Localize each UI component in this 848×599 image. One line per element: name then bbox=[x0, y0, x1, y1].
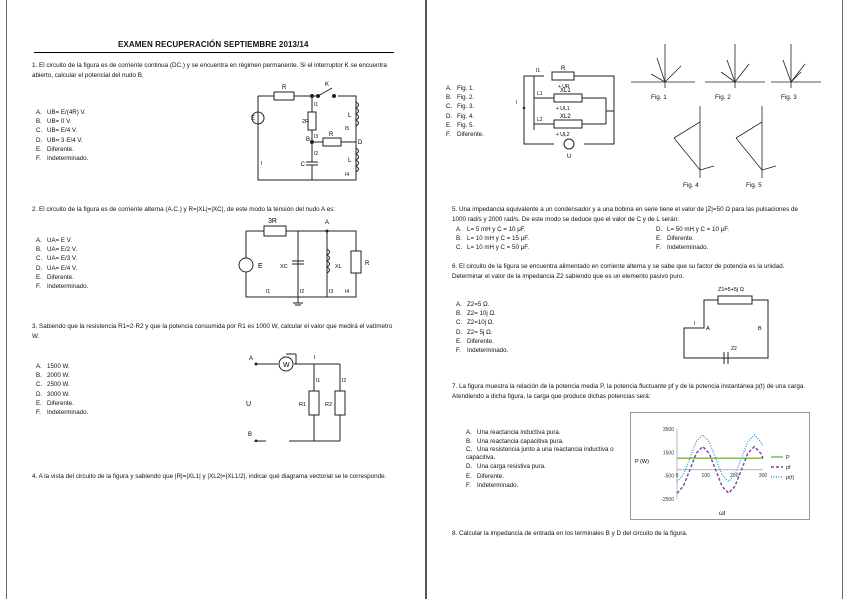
label-i: I bbox=[516, 100, 518, 106]
label-l1: L1 bbox=[537, 91, 543, 97]
question-1-options bbox=[36, 108, 88, 163]
question-4-text: 4. A la vista del circuito de la figura y sabiendo que |R|=|XL1| y |XL2|=|XL1/2|, indicar qué diagrama vectorial se le corresponde. bbox=[32, 473, 387, 480]
label-r1: R1 bbox=[299, 402, 307, 408]
option[interactable]: F. Indeterminado. bbox=[36, 283, 89, 291]
question-3-text: 3. Sabiendo que la resistencia R1=2·R2 y que la potencia consumida por R1 es 1000 W, calcular el valor que medirá el vatímetro W. bbox=[32, 323, 393, 340]
fig-4-label: Fig. 4 bbox=[683, 182, 699, 189]
label-a: A bbox=[325, 220, 330, 226]
label-i: I bbox=[261, 161, 263, 167]
option[interactable]: D. UA= E/4 V. bbox=[36, 264, 78, 272]
question-5-options bbox=[456, 226, 806, 252]
power-chart bbox=[630, 412, 810, 520]
option[interactable]: D. Una carga resistiva pura. bbox=[466, 463, 546, 471]
label-ul1: + UL1 bbox=[556, 106, 570, 112]
option[interactable]: B. UA= E/2 V. bbox=[36, 246, 78, 254]
option[interactable]: C. UA= E/3 V. bbox=[36, 255, 78, 263]
label-l2: L2 bbox=[537, 117, 543, 123]
page-divider bbox=[425, 0, 427, 599]
x-tick-label: 300 bbox=[758, 472, 768, 479]
label-i1: I1 bbox=[536, 68, 541, 74]
chart-ylabel: P (W) bbox=[635, 459, 649, 465]
option[interactable]: F. Indeterminado. bbox=[36, 409, 89, 417]
label-2r: 2R bbox=[302, 119, 310, 125]
fig-5-label: Fig. 5 bbox=[746, 182, 762, 189]
fig-1-label: Fig. 1 bbox=[651, 94, 667, 101]
question-1-text: 1. El circuito de la figura es de corriente continua (DC.) y se encuentra en régimen permanente. Si el interruptor K se encuentra abierto, calcular el potencial del nudo B. bbox=[32, 62, 387, 79]
label-w: W bbox=[283, 362, 290, 369]
option[interactable]: C. UB= E/4 V. bbox=[36, 127, 78, 135]
question-3-options bbox=[36, 362, 88, 417]
y-tick-label: -2500 bbox=[661, 497, 674, 503]
label-l2: L bbox=[348, 158, 352, 164]
label-r: R bbox=[365, 261, 370, 267]
circuit-q2 bbox=[236, 213, 372, 309]
label-e: E bbox=[250, 116, 255, 122]
option[interactable]: E. Diferente. bbox=[36, 399, 74, 407]
label-i1: I1 bbox=[314, 102, 319, 108]
question-6-text: 6. El circuito de la figura se encuentra alimentado en corriente alterna y se sabe que su factor de potencia es la unidad. Determinar el valor de la impedancia Z2 sabiendo que es un elemento pasivo puro. bbox=[452, 263, 785, 280]
label-z1: Z1=5+5j Ω bbox=[718, 287, 744, 293]
label-r2: R2 bbox=[325, 402, 333, 408]
y-tick-label: -500 bbox=[663, 473, 674, 480]
label-i1: I1 bbox=[266, 289, 271, 295]
label-ur: + UR bbox=[558, 84, 570, 90]
question-4-options bbox=[446, 84, 484, 139]
option[interactable]: A. 1500 W. bbox=[36, 363, 70, 370]
exam-title: EXAMEN RECUPERACIÓN SEPTIEMBRE 2013/14 bbox=[118, 40, 309, 49]
option[interactable]: E. Diferente. bbox=[466, 472, 504, 480]
question-7-options bbox=[466, 428, 616, 490]
label-b: B bbox=[758, 326, 762, 332]
question-7-text: 7. La figura muestra la relación de la potencia media P, la potencia fluctuante pf y de la potencia instantánea p(t) de una carga. Atendiendo a dicha figura, la carga que produce dichas potencias será: bbox=[452, 383, 806, 400]
option[interactable]: B. Fig. 2. bbox=[446, 94, 475, 102]
label-i2: I2 bbox=[300, 289, 305, 295]
option[interactable]: F. Indeterminado. bbox=[656, 243, 709, 251]
option[interactable]: C. Una resistencia junto a una reactancia inductiva o capacitiva. bbox=[466, 446, 614, 462]
label-r3: R bbox=[329, 132, 334, 138]
page-left-edge bbox=[6, 0, 7, 599]
option[interactable]: C. Z2=10j Ω. bbox=[456, 319, 495, 327]
label-i4: I4 bbox=[345, 172, 350, 178]
circuit-q1 bbox=[228, 80, 370, 192]
fig-3-label: Fig. 3 bbox=[781, 94, 797, 101]
label-xl1: XL1 bbox=[560, 88, 571, 94]
option[interactable]: C. Fig. 3. bbox=[446, 103, 475, 111]
option[interactable]: A. Una reactancia inductiva pura. bbox=[466, 429, 561, 436]
option[interactable]: F. Indeterminado. bbox=[36, 155, 89, 163]
question-2-options bbox=[36, 236, 88, 291]
label-i5: I5 bbox=[345, 126, 350, 132]
label-u: U bbox=[246, 401, 252, 408]
option[interactable]: D. UB= 3·E/4 V. bbox=[36, 136, 83, 144]
label-i1: I1 bbox=[316, 378, 321, 384]
question-8-text: 8. Calcular la impedancia de entrada en los terminales B y D del circuito de la figura. bbox=[452, 530, 688, 537]
label-i4: I4 bbox=[345, 289, 350, 295]
question-6-options bbox=[456, 300, 508, 355]
label-r: R bbox=[561, 66, 566, 72]
vector-figs-bottom bbox=[664, 100, 794, 182]
x-tick-label: 0 bbox=[675, 472, 679, 479]
option[interactable]: E. Diferente. bbox=[36, 273, 74, 281]
circuit-q4 bbox=[514, 64, 624, 164]
option[interactable]: B. Una reactancia capacitiva pura. bbox=[466, 438, 564, 446]
legend-label: P bbox=[786, 455, 790, 461]
option[interactable]: D. 3000 W. bbox=[36, 390, 70, 398]
option[interactable]: D. L= 50 mH y C = 10 μF. bbox=[656, 226, 730, 233]
option[interactable]: D. Z2= 5j Ω. bbox=[456, 328, 493, 336]
label-i3: I3 bbox=[314, 134, 319, 140]
option[interactable]: B. L= 10 mH y C = 15 μF. bbox=[456, 234, 530, 242]
circuit-q6 bbox=[676, 282, 782, 364]
label-i2: I2 bbox=[342, 378, 347, 384]
label-i2: I2 bbox=[314, 151, 319, 157]
option[interactable]: C. 2500 W. bbox=[36, 381, 70, 389]
option[interactable]: B. Z2= 10j Ω. bbox=[456, 310, 496, 318]
option[interactable]: E. Diferente. bbox=[656, 234, 694, 242]
label-i3: I3 bbox=[329, 289, 334, 295]
option[interactable]: F. Indeterminado. bbox=[466, 481, 519, 489]
option[interactable]: A. UA= E V. bbox=[36, 237, 73, 244]
question-2-text: 2. El circuito de la figura es de corriente alterna (A.C.) y R=|XL|=|XC|, de este modo la tensión del nudo A es: bbox=[32, 206, 336, 213]
option[interactable]: E. Fig. 5. bbox=[446, 121, 475, 129]
label-xl2: XL2 bbox=[560, 114, 571, 120]
question-5-text: 5. Una impedancia equivalente a un condensador y a una bobina en serie tiene el valor de |Z|=50 Ω para las pulsaciones de 1000 rad/s y 2000 rad/s. De este modo se deduce que el valor de C y de L serán: bbox=[452, 206, 798, 223]
page-right-edge bbox=[842, 0, 843, 599]
option[interactable]: A. L= 5 mH y C = 10 μF. bbox=[456, 226, 526, 233]
title-rule bbox=[34, 52, 394, 53]
label-xl: XL bbox=[335, 264, 342, 270]
label-ul2: + UL2 bbox=[556, 132, 570, 138]
label-c: C bbox=[300, 162, 305, 168]
label-e: E bbox=[258, 263, 263, 270]
option[interactable]: F. Indeterminado. bbox=[456, 347, 509, 355]
option[interactable]: E. Diferente. bbox=[36, 145, 74, 153]
label-r: R bbox=[282, 85, 287, 91]
label-u: U bbox=[567, 154, 572, 160]
option[interactable]: D. Fig. 4. bbox=[446, 112, 475, 120]
circuit-q3 bbox=[244, 346, 364, 442]
label-xc: XC bbox=[280, 264, 288, 270]
label-i: I bbox=[694, 321, 696, 327]
option[interactable]: C. L= 10 mH y C = 50 μF. bbox=[456, 243, 530, 251]
label-l: L bbox=[348, 113, 352, 119]
option[interactable]: E. Diferente. bbox=[456, 337, 494, 345]
y-tick-label: 3500 bbox=[662, 427, 674, 433]
label-3r: 3R bbox=[268, 218, 277, 225]
vector-figs-top bbox=[625, 40, 825, 100]
x-tick-label: 100 bbox=[701, 472, 710, 479]
label-a: A bbox=[706, 326, 710, 332]
label-a: A bbox=[249, 356, 254, 362]
option[interactable]: A. UB= E/(4R) V. bbox=[36, 109, 86, 116]
chart-xlabel: ωt bbox=[719, 511, 726, 517]
label-z2: Z2 bbox=[731, 346, 737, 352]
legend-label: pf bbox=[786, 465, 791, 471]
fig-2-label: Fig. 2 bbox=[715, 94, 731, 101]
option[interactable]: B. 2000 W. bbox=[36, 372, 70, 380]
option[interactable]: F. Diferente. bbox=[446, 131, 484, 139]
label-k: K bbox=[325, 82, 330, 88]
x-tick-label: 200 bbox=[730, 472, 739, 479]
option[interactable]: B. UB= 0 V. bbox=[36, 118, 72, 126]
label-d: D bbox=[358, 140, 363, 146]
label-b: B bbox=[248, 432, 253, 438]
legend-label: p(t) bbox=[786, 475, 795, 481]
option[interactable]: A. Fig. 1. bbox=[446, 85, 475, 92]
label-i: I bbox=[314, 355, 316, 361]
label-b: B bbox=[306, 137, 311, 143]
option[interactable]: A. Z2=5 Ω. bbox=[456, 301, 490, 308]
y-tick-label: 1500 bbox=[662, 450, 674, 457]
